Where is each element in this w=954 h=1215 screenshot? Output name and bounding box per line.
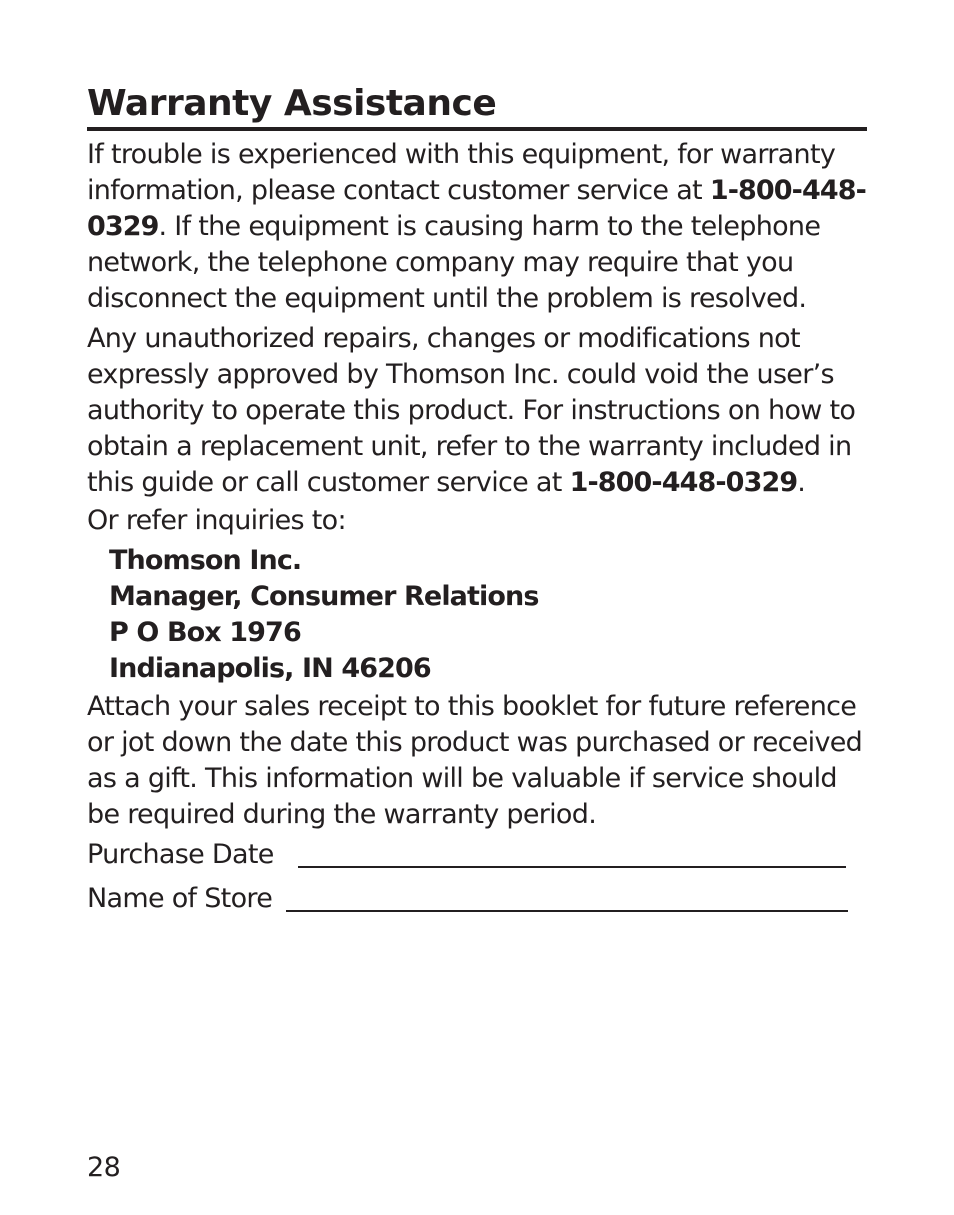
purchase-date-field bbox=[87, 837, 867, 873]
contact-text-intro: If trouble is experienced with this equipment, for warranty information, please contact customer service at bbox=[87, 139, 836, 206]
purchase-date-label: Purchase Date bbox=[87, 839, 274, 870]
customer-service-phone-2: 1-800-448-0329 bbox=[569, 467, 798, 498]
inquiries-intro: Or refer inquiries to: bbox=[87, 505, 346, 536]
store-name-label: Name of Store bbox=[87, 883, 273, 914]
address-department: Manager, Consumer Relations bbox=[109, 581, 539, 612]
unauthorized-repairs-paragraph bbox=[87, 321, 867, 501]
store-name-blank-line[interactable] bbox=[286, 884, 848, 912]
mailing-address bbox=[109, 543, 867, 687]
store-name-field bbox=[87, 881, 867, 917]
warranty-contact-paragraph bbox=[87, 137, 867, 317]
contact-text-network-harm: . If the equipment is causing harm to the telephone network, the telephone company may require that you disconnect the equipment until the problem is resolved. bbox=[87, 211, 821, 314]
address-city: Indianapolis, IN 46206 bbox=[109, 653, 431, 684]
page-title: Warranty Assistance bbox=[87, 82, 867, 131]
address-po-box: P O Box 1976 bbox=[109, 617, 301, 648]
purchase-date-blank-line[interactable] bbox=[298, 840, 846, 868]
sales-receipt-paragraph: Attach your sales receipt to this booklet for future reference or jot down the date this product was purchased or received as a gift. This information will be valuable if service should be required during the warranty period. bbox=[87, 691, 863, 830]
warranty-page bbox=[87, 82, 867, 917]
address-company: Thomson Inc. bbox=[109, 545, 302, 576]
customer-service-phone: 1-800-448-0329 bbox=[87, 175, 866, 242]
repairs-text-end: . bbox=[797, 467, 806, 498]
repairs-text: Any unauthorized repairs, changes or modifications not expressly approved by Thomson Inc. could void the user’s authority to operate this product. For instructions on how to obtain a replacement unit, refer to the warranty included in this guide or call customer service at bbox=[87, 323, 856, 498]
page-number: 28 bbox=[87, 1152, 121, 1183]
